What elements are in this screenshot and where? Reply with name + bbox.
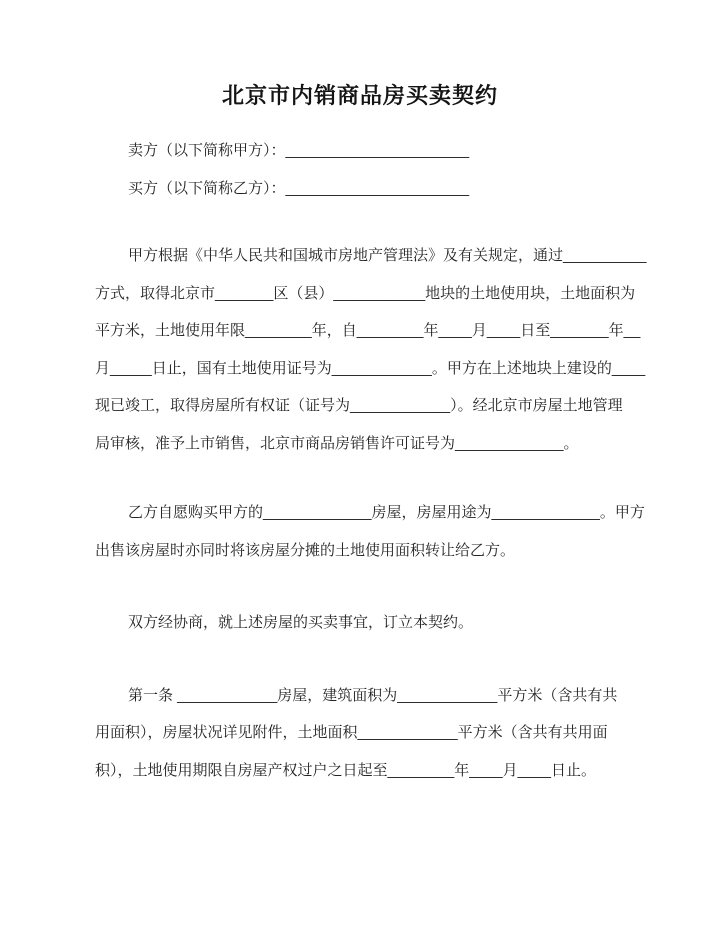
contract-line: 用面积），房屋状况详见附件，土地面积____________平方米（含共有共用面	[95, 724, 608, 741]
parties-section	[95, 132, 655, 207]
contract-line: 现已竣工，取得房屋所有权证（证号为____________）。经北京市房屋土地管理	[95, 397, 623, 414]
contract-line: 方式，取得北京市_______区（县）___________地块的土地使用块，土地面积为	[95, 284, 636, 302]
document-title: 北京市内销商品房买卖契约	[221, 83, 498, 108]
contract-line: 乙方自愿购买甲方的_____________房屋，房屋用途为_____________。甲方	[128, 504, 645, 521]
agreement-statement-paragraph	[95, 604, 655, 642]
seller-party-line: 卖方（以下简称甲方）：______________________	[128, 142, 470, 159]
contract-line: 平方米，土地使用年限________年，自________年____月____日至_______年__	[95, 322, 641, 339]
contract-line: 月_____日止，国有土地使用证号为____________。甲方在上述地块上建设的____	[95, 359, 646, 377]
contract-line: 出售该房屋时亦同时将该房屋分摊的土地使用面积转让给乙方。	[95, 541, 516, 559]
contract-line: 局审核，准予上市销售，北京市商品房销售许可证号为_____________。	[95, 434, 579, 452]
buyer-purchase-paragraph	[95, 494, 655, 569]
contract-line: 双方经协商，就上述房屋的买卖事宜，订立本契约。	[128, 614, 474, 631]
contract-line: 积），土地使用期限自房屋产权过户之日起至________年____月____日止。	[95, 761, 596, 779]
buyer-party-line: 买方（以下简称乙方）：______________________	[128, 179, 470, 197]
contract-line: 甲方根据《中华人民共和国城市房地产管理法》及有关规定，通过__________	[128, 247, 647, 264]
contract-line: 第一条 ____________房屋，建筑面积为____________平方米（含共有共	[128, 686, 618, 704]
preamble-land-paragraph	[95, 237, 655, 462]
document-body	[95, 132, 655, 789]
clause-one-paragraph	[95, 677, 655, 790]
